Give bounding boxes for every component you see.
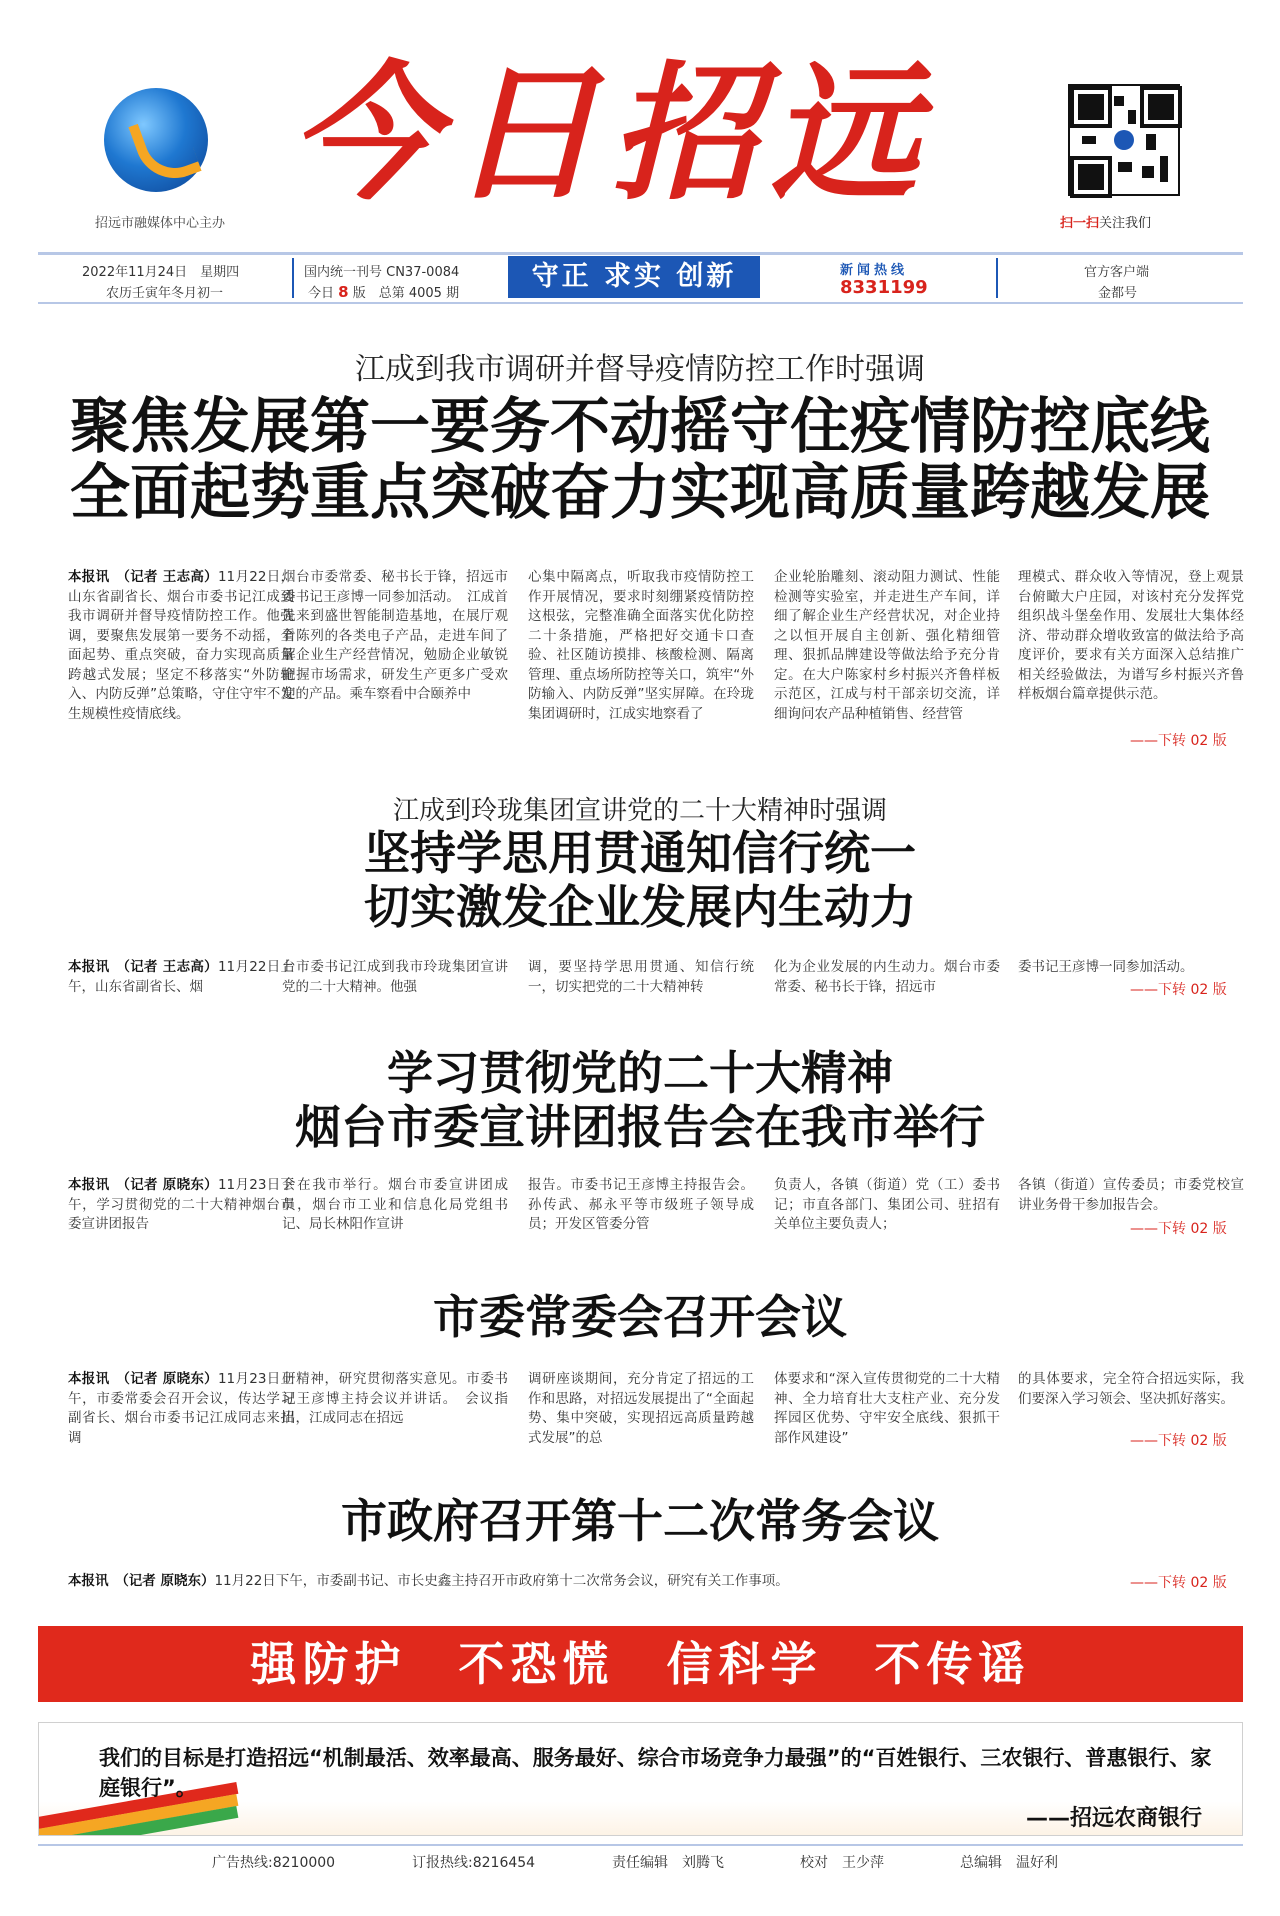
article-column: 报告。市委书记王彦博主持报告会。孙传武、郝永平等市级班子领导成员；开发区管委分管: [528, 1177, 754, 1232]
info-divider: [996, 258, 998, 298]
continued-link[interactable]: ——下转 02 版: [1130, 1575, 1227, 1591]
article-kicker: 江成到我市调研并督导疫情防控工作时强调: [355, 352, 925, 387]
article-column: 理模式、群众收入等情况，登上观景台俯瞰大户庄园，对该村充分发挥党组织战斗堡垒作用、发展壮大集体经济、带动群众增收致富的做法给予高度评价，要求有关方面深入总结推广相关经验做法，为谱写乡村振兴齐鲁样板烟台篇章提供示范。: [1018, 569, 1244, 702]
article-column: 各镇（街道）宣传委员；市委党校宣讲业务骨干参加报告会。: [1018, 1177, 1244, 1213]
footer-rule: [38, 1844, 1243, 1846]
info-bar-bottom-rule: [38, 302, 1243, 304]
hotline-number: 8331199: [840, 277, 928, 298]
article-kicker: 江成到玲珑集团宣讲党的二十大精神时强调: [392, 796, 887, 826]
article-headline: 市委常委会召开会议: [433, 1290, 847, 1344]
continued-link[interactable]: ——下转 02 版: [1130, 982, 1227, 998]
sponsor-text: 招远市融媒体中心主办: [94, 216, 225, 231]
ad-text: 我们的目标是打造招远“机制最活、效率最高、服务最好、综合市场竞争力最强”的“百姓银行、三农银行、普惠银行、家庭银行”。: [99, 1746, 1212, 1800]
article-column: 负责人，各镇（街道）党（工）委书记；市直各部门、集团公司、驻招有关单位主要负责人；: [774, 1177, 1000, 1232]
qr-caption: 扫一扫关注我们: [1060, 216, 1152, 231]
article-column: 研精神，研究贯彻落实意见。市委书记王彦博主持会议并讲话。 会议指出，江成同志在招远: [282, 1371, 508, 1426]
article-headline: 聚焦发展第一要务不动摇守住疫情防控底线 全面起势重点突破奋力实现高质量跨越发展: [70, 392, 1210, 528]
article-column: 体要求和“深入宣传贯彻党的二十大精神、全力培育壮大支柱产业、充分发挥园区优势、守牢安全底线、狠抓干部作风建设”: [774, 1371, 1000, 1446]
bank-advertisement[interactable]: [38, 1722, 1243, 1836]
article-column: 心集中隔离点，听取我市疫情防控工作开展情况，要求时刻绷紧疫情防控这根弦，完整准确全面落实优化防控二十条措施，严格把好交通卡口查验、社区随访摸排、核酸检测、隔离管理、重点场所防控等关口，筑牢“外防输入、内防反弹”坚实屏障。在玲珑集团调研时，江成实地察看了: [528, 569, 754, 722]
continued-link[interactable]: ——下转 02 版: [1130, 1221, 1227, 1237]
campaign-banner: 强防护 不恐慌 信科学 不传谣: [38, 1626, 1243, 1702]
article-column: 的具体要求，完全符合招远实际，我们要深入学习领会、坚决抓好落实。: [1018, 1371, 1244, 1407]
article-column: 本报讯 （记者 王志高）11月22日上午，山东省副省长、烟: [68, 959, 294, 995]
ad-signature: ——招远农商银行: [1025, 1806, 1202, 1831]
article-headline: 坚持学思用贯通知信行统一 切实激发企业发展内生动力: [364, 826, 916, 934]
client-label: 官方客户端: [1084, 265, 1150, 280]
article-column: 会在我市举行。烟台市委宣讲团成员，烟台市工业和信息化局党组书记、局长林阳作宣讲: [282, 1177, 508, 1232]
page-count: 今日 8 版 总第 4005 期: [308, 283, 460, 301]
proofreader: 校对 王少萍: [800, 1855, 884, 1871]
client-name: 金都号: [1098, 286, 1138, 301]
qr-code[interactable]: [1068, 84, 1180, 196]
article-column: 调研座谈期间，充分肯定了招远的工作和思路，对招远发展提出了“全面起势、集中突破，实现招远高质量跨越式发展”的总: [528, 1371, 754, 1446]
article-column: 调，要坚持学思用贯通、知信行统一，切实把党的二十大精神转: [528, 959, 754, 995]
continued-link[interactable]: ——下转 02 版: [1130, 1433, 1227, 1449]
masthead-logo: [104, 88, 208, 192]
article-column: 本报讯 （记者 王志高）11月22日，山东省副省长、烟台市委书记江成到我市调研并督导疫情防控工作。他强调，要聚焦发展第一要务不动摇，全面起势、重点突破，奋力实现高质量跨越式发展；坚定不移落实“外防输入、内防反弹”总策略，守住守牢不发生规模性疫情底线。: [68, 569, 294, 722]
info-bar-top-rule: [38, 252, 1243, 255]
article-headline: 市政府召开第十二次常务会议: [341, 1494, 939, 1548]
masthead-title: 今日招远: [290, 46, 930, 220]
article-headline: 学习贯彻党的二十大精神 烟台市委宣讲团报告会在我市举行: [295, 1046, 985, 1154]
article-column: 台市委书记江成到我市玲珑集团宣讲党的二十大精神。他强: [282, 959, 508, 995]
article-column: 本报讯 （记者 原晓东）11月23日上午，市委常委会召开会议，传达学习副省长、烟台市委书记江成同志来招调: [68, 1371, 294, 1446]
issn-number: 国内统一刊号 CN37-0084: [304, 265, 460, 280]
slogan-box: 守正 求实 创新: [508, 256, 760, 298]
hotline-label: 新闻热线: [840, 263, 909, 278]
ad-hotline: 广告热线:8210000: [212, 1855, 336, 1871]
responsible-editor: 责任编辑 刘腾飞: [612, 1855, 724, 1871]
info-divider: [292, 258, 294, 298]
article-column: 委书记王彦博一同参加活动。: [1018, 959, 1194, 975]
subscribe-hotline: 订报热线:8216454: [412, 1855, 536, 1871]
continued-link[interactable]: ——下转 02 版: [1130, 733, 1227, 749]
article-column: 本报讯 （记者 原晓东）11月22日下午，市委副书记、市长史鑫主持召开市政府第十二次常务会议，研究有关工作事项。: [68, 1573, 789, 1589]
article-column: 烟台市委常委、秘书长于锋，招远市委书记王彦博一同参加活动。 江成首先来到盛世智能制造基地，在展厅观看陈列的各类电子产品，走进车间了解企业生产经营情况，勉励企业敏锐把握市场需求，研发生产更多广受欢迎的产品。乘车察看中合颐养中: [282, 569, 508, 702]
article-column: 化为企业发展的内生动力。烟台市委常委、秘书长于锋，招远市: [774, 959, 1000, 995]
article-column: 本报讯 （记者 原晓东）11月23日下午，学习贯彻党的二十大精神烟台市委宣讲团报告: [68, 1177, 294, 1232]
chief-editor: 总编辑 温好利: [960, 1855, 1058, 1871]
article-column: 企业轮胎雕刻、滚动阻力测试、性能检测等实验室，并走进生产车间，详细了解企业生产经营状况，对企业持之以恒开展自主创新、强化精细管理、狠抓品牌建设等做法给予充分肯定。在大户陈家村乡村振兴齐鲁样板示范区，江成与村干部亲切交流，详细询问农产品种植销售、经营管: [774, 569, 1000, 722]
lunar-date: 农历壬寅年冬月初一: [106, 286, 224, 301]
issue-date: 2022年11月24日 星期四: [82, 265, 240, 280]
